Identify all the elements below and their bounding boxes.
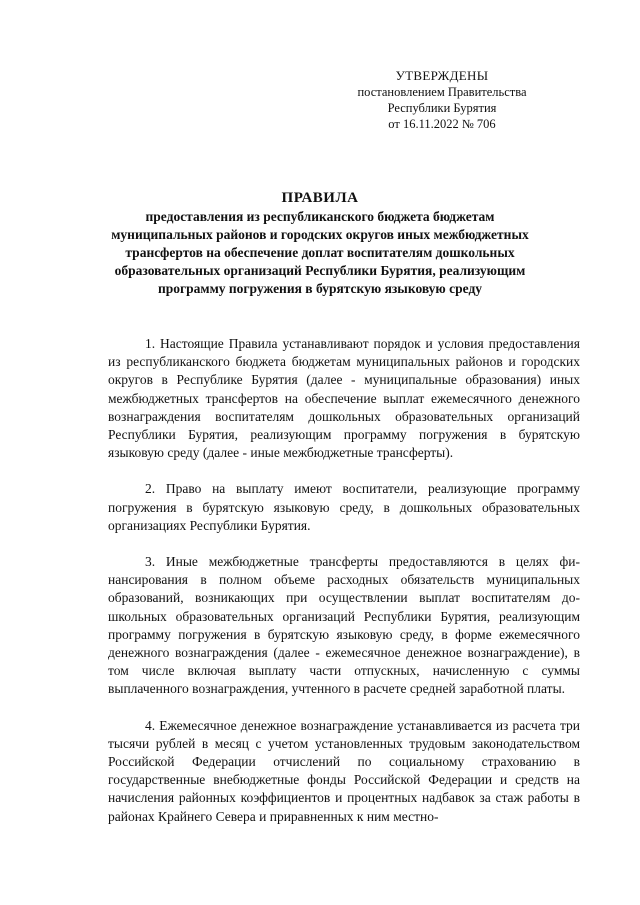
paragraph-4: 4. Ежемесячное денежное вознаграждение устанавливается из расчета три тысячи рублей в месяц с учетом установленных трудовым законодательством Российской Федерации отчислений по социальному страхованию в государственные внебюджетные фонды Российской Федерации и средств на начисления районных коэффициентов и процентных надбавок за стаж работы в районах Крайнего Севера и приравненных к ним местно- <box>108 717 580 824</box>
document-body <box>108 335 580 844</box>
document-title-block <box>100 188 540 298</box>
approval-heading: УТВЕРЖДЕНЫ <box>395 68 489 83</box>
approval-republic-line: Республики Бурятия <box>387 101 497 115</box>
approval-date-number-line: от 16.11.2022 № 706 <box>388 117 496 131</box>
paragraph-3: 3. Иные межбюджетные трансферты предоставляются в целях финансирования в полном объеме расходных обязательств муниципальных образований, возникающих при осуществлении выплат воспитателям дошкольных образовательных организаций Республики Бурятия, реализующим программу погружения в бурятскую языковую среду, в форме ежемесячного денежного вознаграждения (далее - ежемесячное денежное вознаграждение), в том числе включая выплату части отпускных, начисленную с суммы выплаченного вознаграждения, учтенного в расчете средней заработной платы. <box>108 554 580 697</box>
document-subtitle: предоставления из республиканского бюджета бюджетам муниципальных районов и городских округов иных межбюджетных трансфертов на обеспечение доплат воспитателям дошкольных образовательных организаций Республики Бурятия, реализующим программу погружения в бурятскую языковую среду <box>111 209 529 296</box>
paragraph-2: 2. Право на выплату имеют воспитатели, реализующие программу погружения в бурятскую языковую среду, в дошкольных образовательных организациях Республики Бурятия. <box>108 481 580 533</box>
approval-authority-line: постановлением Правительства <box>357 85 527 99</box>
paragraph-1: 1. Настоящие Правила устанавливают порядок и условия предоставления из республиканского бюджета бюджетам муниципальных районов и городских округов в Республике Бурятия (далее - муниципальные образования) иных межбюджетных трансфертов на обеспечение выплат ежемесячного денежного вознаграждения воспитателям дошкольных образовательных организаций Республики Бурятия, реализующим программу погружения в бурятскую языковую среду (далее - иные межбюджетные трансферты). <box>108 336 580 461</box>
approval-stamp-block <box>352 68 532 132</box>
document-title: ПРАВИЛА <box>281 190 359 206</box>
